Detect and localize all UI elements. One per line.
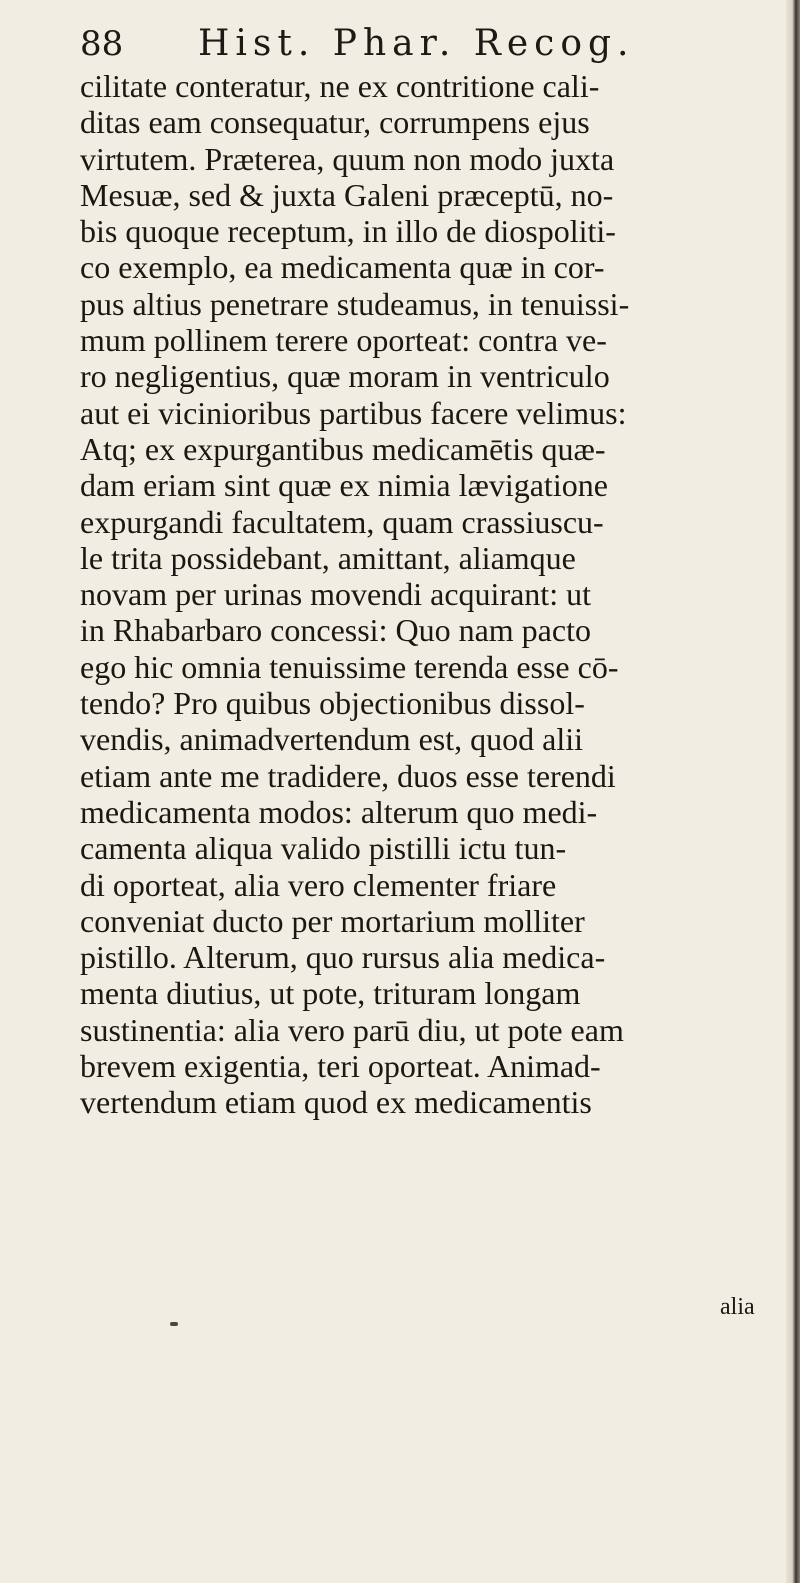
text-line: medicamenta modos: alterum quo medi-: [80, 793, 598, 830]
text-line: camenta aliqua valido pistilli ictu tun-: [80, 830, 567, 867]
running-head: Hist. Phar. Recog.: [198, 23, 635, 64]
text-line: ditas eam consequatur, corrumpens ejus: [80, 104, 590, 141]
body-text: [80, 68, 770, 1121]
text-line: vertendum etiam quod ex medicamentis: [80, 1084, 592, 1121]
text-line: di oporteat, alia vero clementer friare: [80, 866, 557, 903]
text-line: novam per urinas movendi acquirant: ut: [80, 576, 591, 613]
page-edge: [786, 0, 800, 1583]
page-number: 88: [80, 24, 124, 64]
text-line: pus altius penetrare studeamus, in tenuissi-: [80, 285, 630, 322]
text-line: ro negligentius, quæ moram in ventriculo: [80, 358, 610, 395]
text-line: conveniat ducto per mortarium molliter: [80, 902, 585, 939]
ink-speck: [170, 1322, 178, 1326]
text-line: cilitate conteratur, ne ex contritione cali-: [80, 68, 600, 104]
text-line: dam eriam sint quæ ex nimia lævigatione: [80, 467, 608, 504]
text-line: expurgandi facultatem, quam crassiuscu-: [80, 503, 604, 540]
text-line: mum pollinem terere oporteat: contra ve-: [80, 322, 607, 359]
text-line: brevem exigentia, teri oporteat. Animad-: [80, 1048, 601, 1085]
page-header: [80, 22, 720, 70]
text-line: tendo? Pro quibus objectionibus dissol-: [80, 685, 585, 722]
text-line: Atq; ex expurgantibus medicamētis quæ-: [80, 430, 606, 467]
text-line: etiam ante me tradidere, duos esse terendi: [80, 757, 616, 794]
text-line: virtutem. Præterea, quum non modo juxta: [80, 140, 615, 177]
text-line: vendis, animadvertendum est, quod alii: [80, 721, 583, 758]
text-line: ego hic omnia tenuissime terenda esse cō-: [80, 648, 619, 685]
text-line: aut ei vicinioribus partibus facere velimus:: [80, 394, 627, 431]
text-line: sustinentia: alia vero parū diu, ut pote eam: [80, 1011, 624, 1048]
text-line: le trita possidebant, amittant, aliamque: [80, 539, 576, 576]
text-line: co exemplo, ea medicamenta quæ in cor-: [80, 249, 605, 286]
catchword: alia: [720, 1294, 755, 1320]
text-line: menta diutius, ut pote, trituram longam: [80, 975, 581, 1012]
text-line: bis quoque receptum, in illo de diospoliti-: [80, 213, 616, 250]
text-line: Mesuæ, sed & juxta Galeni præceptū, no-: [80, 176, 614, 213]
text-line: in Rhabarbaro concessi: Quo nam pacto: [80, 612, 591, 649]
text-line: pistillo. Alterum, quo rursus alia medica-: [80, 939, 606, 976]
